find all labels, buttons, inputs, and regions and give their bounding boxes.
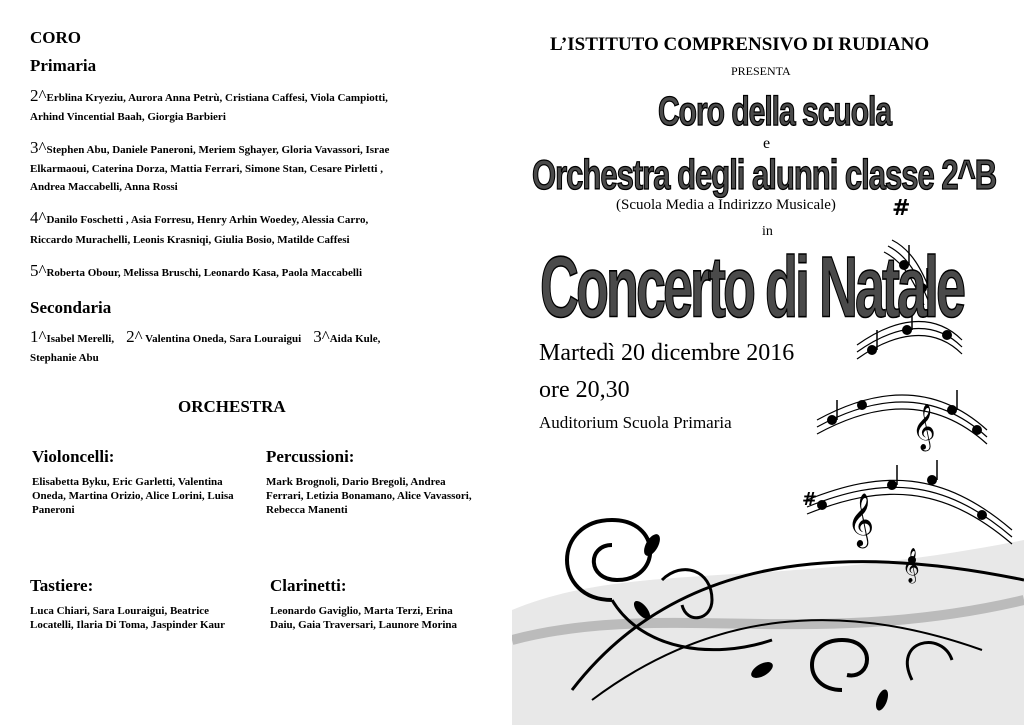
svg-text:#: # (802, 489, 818, 510)
institute-heading: L’ISTITUTO COMPRENSIVO DI RUDIANO (550, 34, 930, 55)
orchestra-heading: ORCHESTRA (178, 397, 286, 416)
class-2-line1: 2^Erblina Kryeziu, Aurora Anna Petrù, Cristiana Caffesi, Viola Campiotti, (30, 86, 388, 105)
instrument-percussioni: Percussioni: Mark Brognoli, Dario Bregoli, Andrea Ferrari, Letizia Bonamano, Alice Vavassori, Rebecca Manenti (266, 447, 472, 516)
instrument-clarinetti: Clarinetti: Leonardo Gaviglio, Marta Terzi, Erina Daiu, Gaia Traversari, Launore Morina (270, 576, 457, 631)
event-time: ore 20,30 (539, 377, 630, 403)
svg-text:𝄞: 𝄞 (847, 492, 875, 546)
secondaria-line1: 1^Isabel Merelli, 2^ Valentina Oneda, Sara Louraigui 3^Aida Kule, (30, 327, 381, 346)
orchestra-title: Orchestra degli alunni classe 2^B (532, 151, 997, 199)
presenta-label: PRESENTA (731, 64, 791, 78)
scuola-media-label: (Scuola Media a Indirizzo Musicale) (616, 197, 836, 213)
e-label: e (763, 135, 771, 152)
in-label: in (762, 224, 773, 239)
class-4-line1: 4^Danilo Foschetti , Asia Forresu, Henry Arhin Woedey, Alessia Carro, (30, 208, 369, 227)
event-date: Martedì 20 dicembre 2016 (539, 340, 795, 366)
secondaria-line2: Stephanie Abu (30, 352, 99, 364)
class-4-line2: Riccardo Murachelli, Leonis Krasniqi, Giulia Bosio, Matilde Caffesi (30, 234, 350, 246)
event-place: Auditorium Scuola Primaria (539, 413, 732, 432)
instrument-violoncelli: Violoncelli: Elisabetta Byku, Eric Garletti, Valentina Oneda, Martina Orizio, Alice Lorini, Luisa Paneroni (32, 447, 234, 516)
concerto-title: Concerto di Natale (540, 239, 964, 336)
coro-title: Coro della scuola (658, 90, 892, 135)
svg-text:#: # (892, 196, 911, 221)
class-3-line3: Andrea Maccabelli, Anna Rossi (30, 181, 178, 193)
primaria-heading: Primaria (30, 56, 97, 75)
svg-text:𝄞: 𝄞 (912, 404, 936, 450)
class-3-line1: 3^Stephen Abu, Daniele Paneroni, Meriem Sghayer, Gloria Vavassori, Israe (30, 138, 390, 157)
class-2-line2: Arhind Vincential Baah, Giorgia Barbieri (30, 111, 226, 123)
class-3-line2: Elkarmaoui, Caterina Dorza, Mattia Ferrari, Simone Stan, Cesare Pirletti , (30, 163, 383, 175)
svg-text:𝄞: 𝄞 (902, 548, 920, 583)
instrument-tastiere: Tastiere: Luca Chiari, Sara Louraigui, Beatrice Locatelli, Ilaria Di Toma, Jaspinder Kaur (30, 576, 226, 631)
secondaria-heading: Secondaria (30, 298, 112, 317)
class-5-line1: 5^Roberta Obour, Melissa Bruschi, Leonardo Kasa, Paola Maccabelli (30, 261, 363, 280)
coro-heading: CORO (30, 28, 81, 47)
